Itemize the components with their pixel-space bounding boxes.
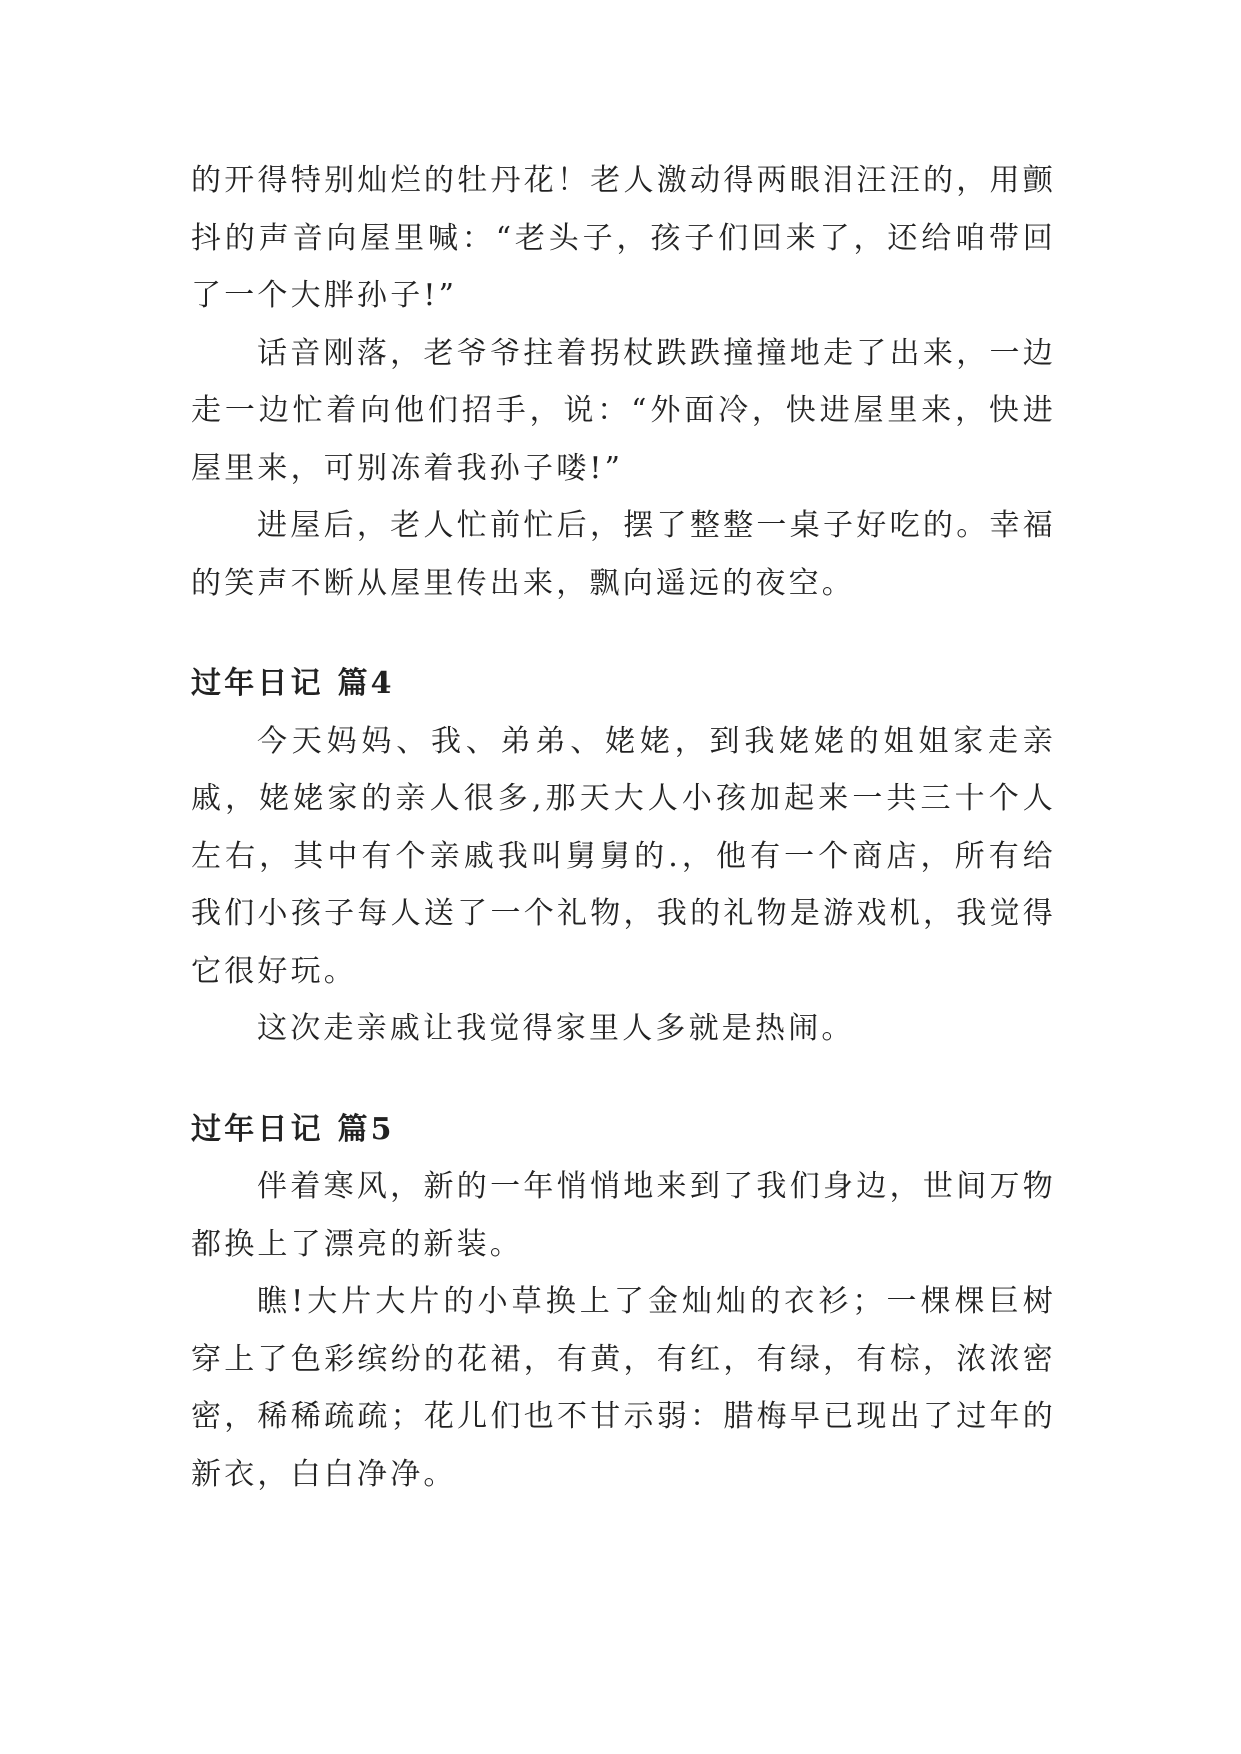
section-heading: 过年日记 篇4 bbox=[191, 666, 395, 701]
paragraph: 这次走亲戚让我觉得家里人多就是热闹。 bbox=[257, 1011, 855, 1046]
paragraph: 伴着寒风，新的一年悄悄地来到了我们身边，世间万物都换上了漂亮的新装。 bbox=[191, 1169, 1056, 1262]
paragraph: 瞧!大片大片的小草换上了金灿灿的衣衫；一棵棵巨树穿上了色彩缤纷的花裙，有黄，有红，有绿，有棕，浓浓密密，稀稀疏疏；花儿们也不甘示弱：腊梅早已现出了过年的新衣，白白净净。 bbox=[191, 1284, 1056, 1492]
section-gap bbox=[191, 1058, 1056, 1101]
paragraph: 今天妈妈、我、弟弟、姥姥，到我姥姥的姐姐家走亲戚，姥姥家的亲人很多,那天大人小孩加起来一共三十个人左右，其中有个亲戚我叫舅舅的.，他有一个商店，所有给我们小孩子每人送了一个礼物，我的礼物是游戏机，我觉得它很好玩。 bbox=[191, 723, 1056, 989]
document-page bbox=[191, 152, 1056, 1503]
section-gap bbox=[191, 612, 1056, 655]
paragraph: 进屋后，老人忙前忙后，摆了整整一桌子好吃的。幸福的笑声不断从屋里传出来，飘向遥远的夜空。 bbox=[191, 508, 1056, 601]
section-heading: 过年日记 篇5 bbox=[191, 1111, 395, 1147]
paragraph: 的开得特别灿烂的牡丹花！老人激动得两眼泪汪汪的，用颤抖的声音向屋里喊：“老头子，孩子们回来了，还给咱带回了一个大胖孙子!” bbox=[191, 163, 1056, 313]
paragraph: 话音刚落，老爷爷拄着拐杖跌跌撞撞地走了出来，一边走一边忙着向他们招手，说：“外面冷，快进屋里来，快进屋里来，可别冻着我孙子喽!” bbox=[191, 335, 1056, 486]
